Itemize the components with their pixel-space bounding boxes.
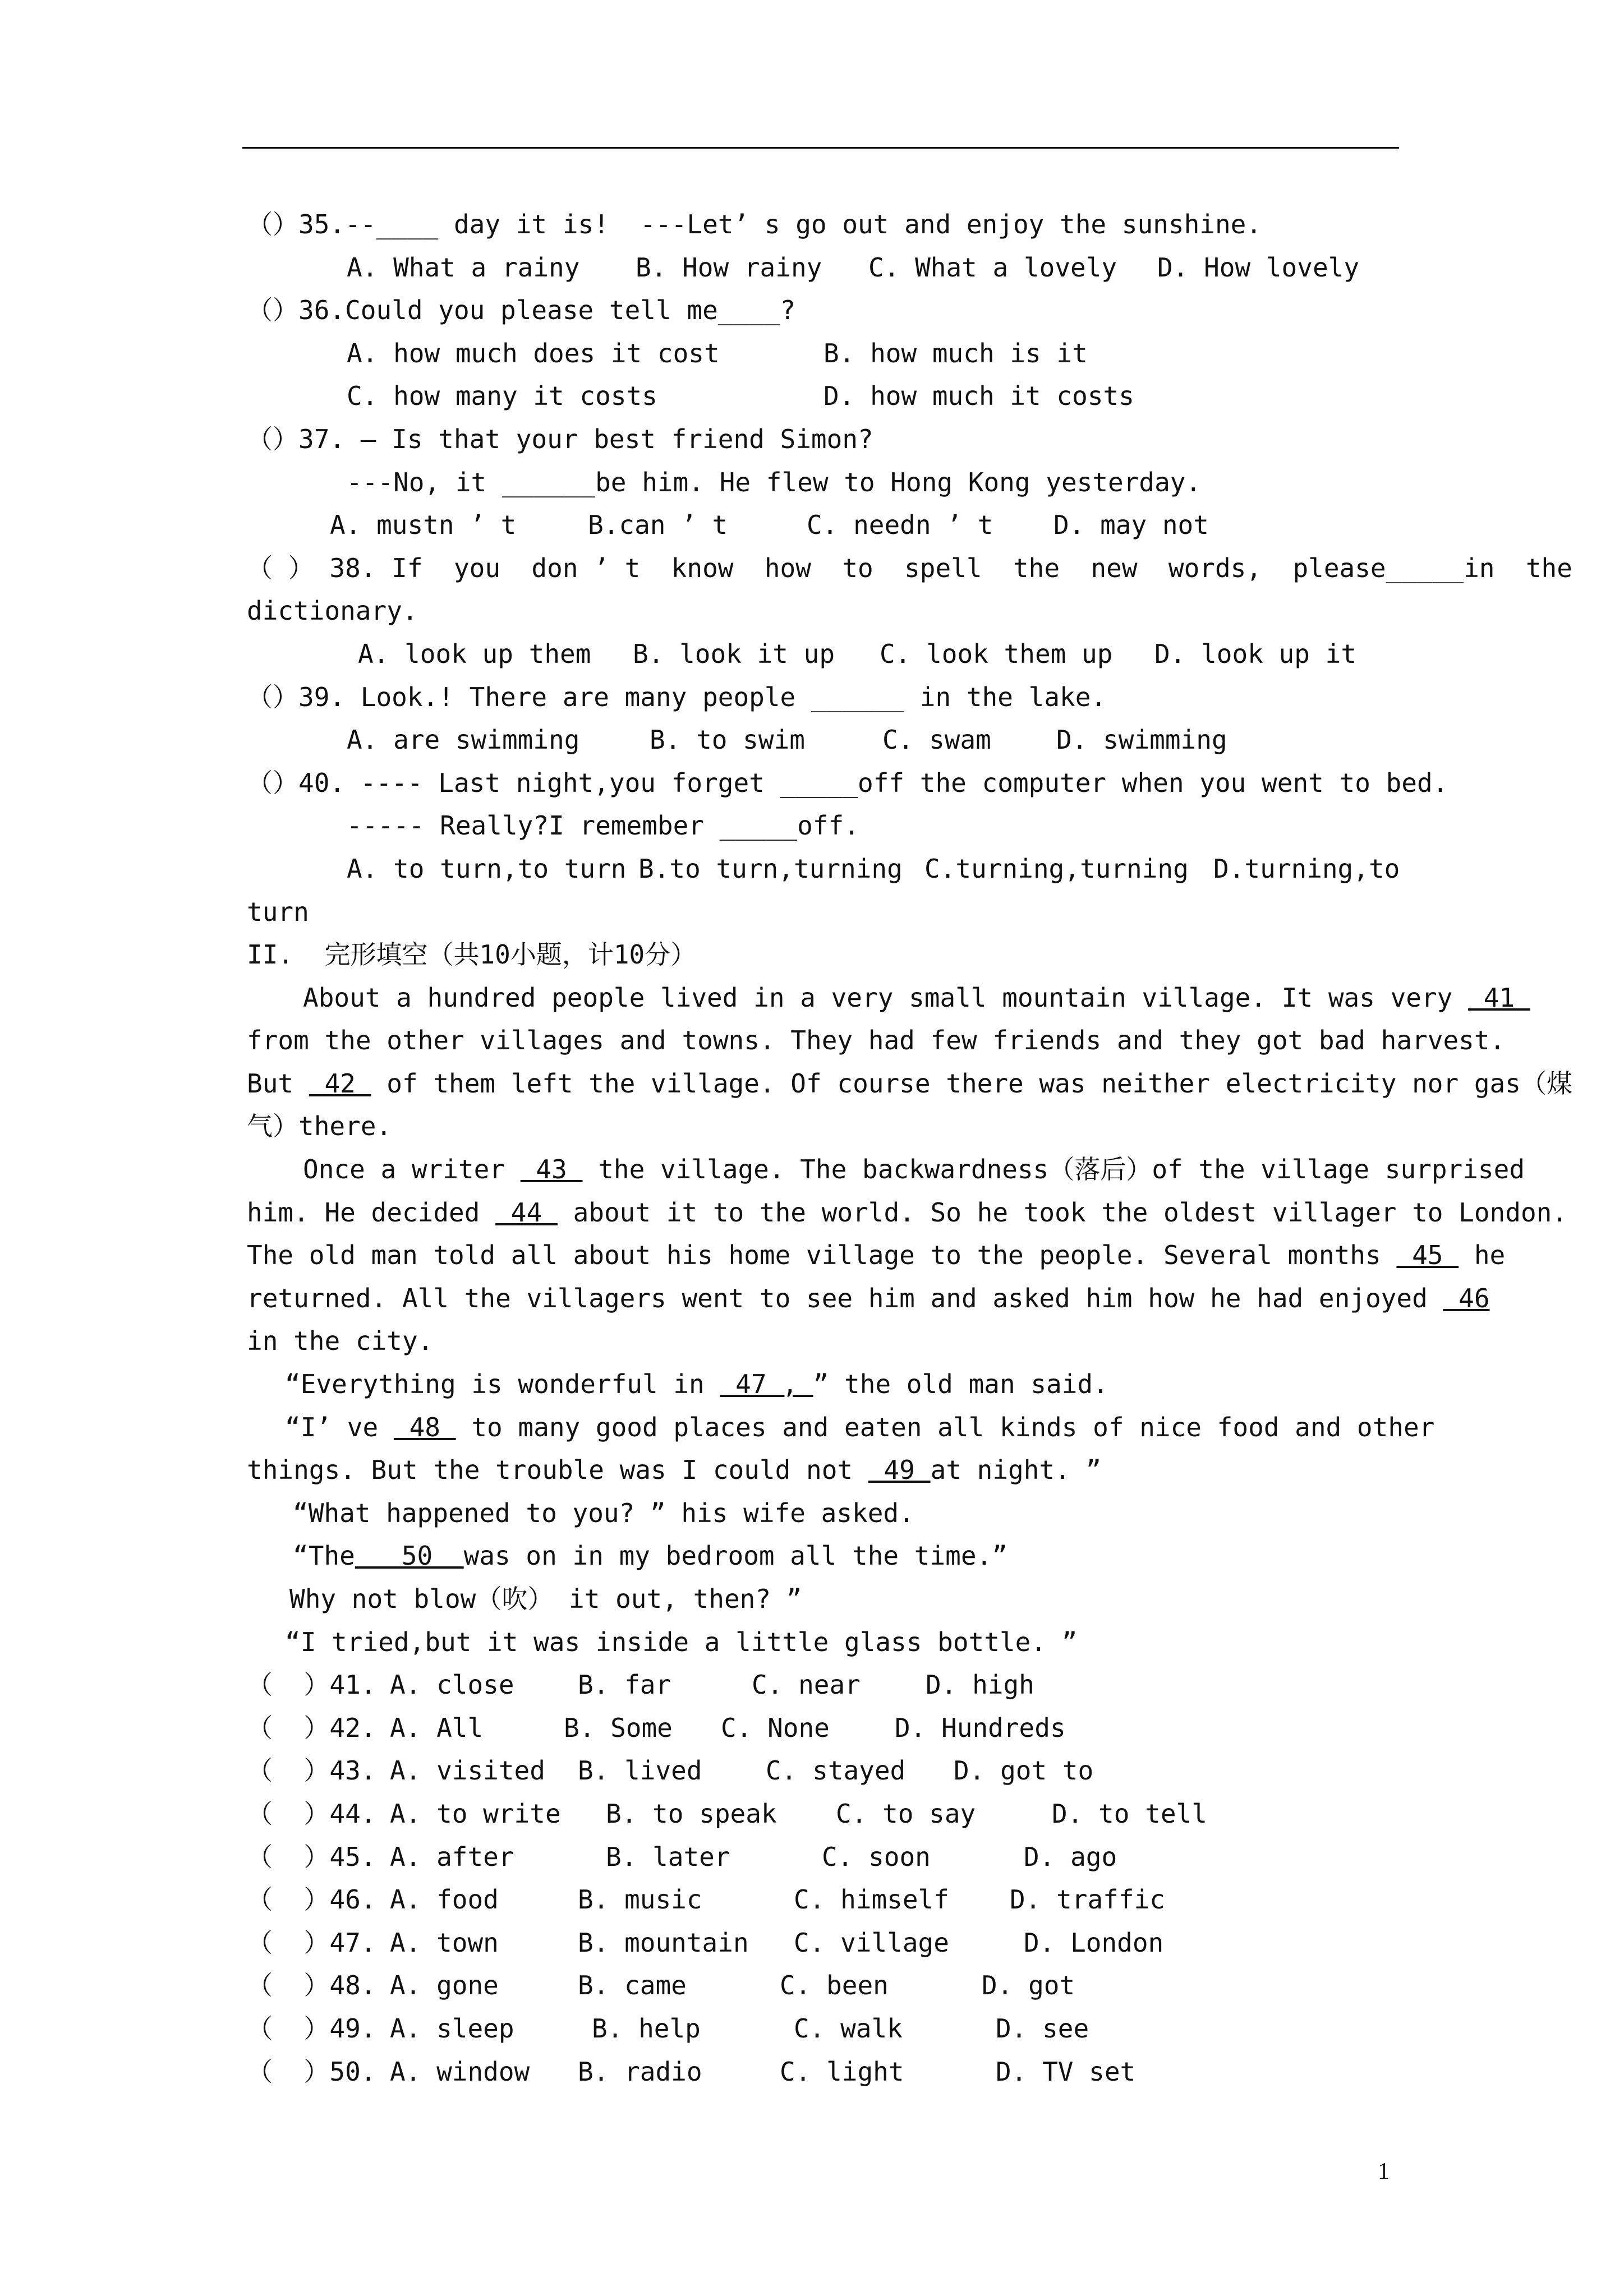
blank-43: 43: [520, 1154, 583, 1185]
cloze-option-row-45: [247, 1836, 1459, 1879]
option-a: A. window: [390, 2056, 530, 2087]
question-36-options-row2: [247, 375, 1459, 418]
option-a: A. mustn ’ t: [330, 510, 517, 541]
passage-line: [247, 1148, 1525, 1191]
blank-46: 46: [1443, 1283, 1490, 1313]
option-prefix: （ ）42.: [247, 1712, 376, 1743]
option-d: D. ago: [1024, 1841, 1117, 1872]
option-prefix: （ ）47.: [247, 1927, 376, 1958]
option-b: B. how much is it: [823, 338, 1088, 368]
option-c: C. swam: [882, 725, 991, 755]
passage-text: “What happened to you? ” his wife asked.: [293, 1497, 914, 1528]
question-38-stem-line2: [247, 589, 1459, 633]
passage-text: About a hundred people lived in a very small mountain village. It was very: [303, 982, 1469, 1013]
passage-text: “Everything is wonderful in: [285, 1369, 720, 1400]
option-a: A. sleep: [390, 2013, 514, 2044]
option-prefix: （ ）44.: [247, 1798, 376, 1829]
option-b: B. Some: [564, 1712, 673, 1743]
passage-text: at night. ”: [930, 1455, 1102, 1486]
question-prefix: （ ） 38.: [247, 552, 376, 583]
question-text: If you don ’ t know how to spell the new words, please_____in the: [376, 552, 1572, 583]
option-prefix: （ ）49.: [247, 2013, 376, 2044]
passage-line: [247, 1019, 1506, 1062]
passage-line: [247, 1578, 1459, 1621]
blank-49: 49: [868, 1455, 931, 1486]
question-35-options: [247, 246, 1459, 289]
option-prefix: （ ）43.: [247, 1755, 376, 1786]
option-c: C. What a lovely: [868, 252, 1117, 283]
question-40-options: [247, 847, 1459, 891]
option-d: D. see: [996, 2013, 1089, 2044]
question-prefix: （）40.: [247, 767, 346, 798]
option-d: D. London: [1024, 1927, 1164, 1958]
option-d: D.turning,to: [1213, 853, 1400, 884]
passage-text: The old man told all about his home village to the people. Several months: [247, 1240, 1397, 1271]
question-text: Look.! There are many people ______ in the lake.: [345, 681, 1107, 712]
option-a: A. are swimming: [347, 725, 580, 755]
section-2-title: [247, 933, 1459, 976]
question-prefix: （）35.: [247, 209, 346, 239]
cloze-option-row-47: [247, 1921, 1459, 1965]
page-number: 1: [1378, 2159, 1390, 2184]
cloze-option-row-46: [247, 1878, 1459, 1921]
passage-text: the village. The backwardness（落后）of the village surprised: [582, 1154, 1525, 1185]
passage-text: him. He decided: [247, 1197, 496, 1228]
option-d: D. TV set: [996, 2056, 1136, 2087]
option-c: C. been: [780, 1970, 889, 2001]
option-c: C. walk: [794, 2013, 903, 2044]
cloze-option-row-41: [247, 1663, 1459, 1707]
cloze-option-row-49: [247, 2007, 1459, 2050]
option-prefix: （ ）41.: [247, 1670, 376, 1700]
passage-line: [247, 1363, 1459, 1406]
passage-line: [247, 976, 1530, 1020]
passage-line: [247, 1492, 1459, 1535]
passage-text: “The: [293, 1541, 355, 1571]
question-37-options: [247, 504, 1459, 547]
passage-text: he: [1459, 1240, 1506, 1271]
question-37-stem-line2: [247, 461, 1459, 504]
option-d: D. swimming: [1056, 725, 1227, 755]
option-a: A. look up them: [358, 638, 591, 669]
option-b: B. look it up: [633, 638, 835, 669]
blank-42: 42: [309, 1068, 371, 1099]
option-b: B.to turn,turning: [638, 853, 903, 884]
cloze-option-row-48: [247, 1964, 1459, 2007]
passage-text: “I’ ve: [285, 1412, 394, 1442]
option-a: A. town: [390, 1927, 499, 1958]
question-39-stem: [247, 676, 1459, 719]
question-prefix: （）36.: [247, 295, 346, 326]
option-d: D. to tell: [1052, 1798, 1207, 1829]
question-37-stem: [247, 418, 1459, 461]
option-b: B. to speak: [606, 1798, 777, 1829]
option-a: A. to write: [390, 1798, 561, 1829]
passage-text: about it to the world. So he took the oldest villager to London.: [557, 1197, 1568, 1228]
passage-line: [247, 1234, 1506, 1277]
option-a: A. to turn,to turn: [347, 853, 627, 884]
option-b: B. mountain: [578, 1927, 749, 1958]
question-text: ---No, it ______be him. He flew to Hong Kong yesterday.: [347, 467, 1202, 497]
question-38-options: [247, 633, 1459, 676]
option-d-wrap: turn: [247, 896, 309, 927]
question-prefix: （）39.: [247, 681, 346, 712]
option-c: C. look them up: [880, 638, 1113, 669]
passage-text: ” the old man said.: [813, 1369, 1108, 1400]
option-d: D. how much it costs: [823, 381, 1134, 412]
option-d: D. look up it: [1154, 638, 1357, 669]
blank-45: 45: [1396, 1240, 1459, 1271]
passage-text: “I tried,but it was inside a little glass bottle. ”: [285, 1626, 1078, 1657]
passage-line: [247, 1621, 1459, 1664]
option-b: B. lived: [578, 1755, 702, 1786]
question-text: ---- Last night,you forget _____off the computer when you went to bed.: [345, 767, 1448, 798]
option-c: C. himself: [794, 1884, 949, 1915]
cloze-option-row-50: [247, 2050, 1459, 2094]
cloze-option-row-43: [247, 1749, 1459, 1792]
passage-line: [247, 1449, 1459, 1492]
header-rule: [242, 147, 1399, 149]
option-d: D. may not: [1053, 510, 1209, 541]
exam-content: [247, 203, 1572, 2093]
option-b: B. far: [578, 1670, 671, 1700]
question-40-stem-line2: [247, 804, 1459, 847]
passage-text: things. But the trouble was I could not: [247, 1455, 868, 1486]
option-b: B. music: [578, 1884, 702, 1915]
blank-47: 47 ,: [720, 1369, 813, 1400]
question-text: Could you please tell me____?: [345, 295, 796, 326]
cloze-option-row-42: [247, 1707, 1459, 1750]
option-d: D. got: [982, 1970, 1075, 2001]
option-a: A. food: [390, 1884, 499, 1915]
passage-line: [247, 1406, 1459, 1449]
option-c: C. near: [752, 1670, 861, 1700]
question-40-stem: [247, 762, 1459, 805]
option-prefix: （ ）48.: [247, 1970, 376, 2001]
option-b: B. later: [606, 1841, 730, 1872]
passage-line: [247, 1534, 1459, 1578]
question-text: --____ day it is! ---Let’ s go out and enjoy the sunshine.: [345, 209, 1262, 239]
option-c: C. None: [721, 1712, 830, 1743]
option-b: B. help: [592, 2013, 701, 2044]
question-40-options-wrap: [247, 891, 1459, 934]
option-c: C. light: [780, 2056, 904, 2087]
passage-text: of them left the village. Of course there was neither electricity nor gas（煤: [371, 1068, 1572, 1099]
question-36-stem: [247, 289, 1459, 332]
option-c: C. how many it costs: [347, 381, 657, 412]
section-title-text: II. 完形填空（共10小题，计10分）: [247, 939, 697, 970]
option-a: A. visited: [390, 1755, 545, 1786]
option-c: C. needn ’ t: [807, 510, 993, 541]
option-d: D. traffic: [1010, 1884, 1165, 1915]
option-a: A. after: [390, 1841, 514, 1872]
blank-50: 50: [355, 1541, 464, 1571]
option-c: C. soon: [822, 1841, 931, 1872]
passage-text: Once a writer: [303, 1154, 521, 1185]
question-39-options: [247, 718, 1459, 762]
passage-line: [247, 1320, 1459, 1363]
option-b: B. How rainy: [636, 252, 822, 283]
question-text: — Is that your best friend Simon?: [345, 423, 873, 454]
question-text: dictionary.: [247, 596, 418, 626]
option-prefix: （ ）46.: [247, 1884, 376, 1915]
passage-text: in the city.: [247, 1326, 434, 1357]
option-c: C. to say: [836, 1798, 976, 1829]
passage-text: was on in my bedroom all the time.”: [463, 1541, 1007, 1571]
question-35-stem: [247, 203, 1459, 246]
question-38-stem: [247, 547, 1572, 590]
blank-48: 48: [393, 1412, 456, 1442]
blank-44: 44: [495, 1197, 558, 1228]
passage-text: from the other villages and towns. They had few friends and they got bad harvest.: [247, 1025, 1506, 1056]
passage-text: 气）there.: [247, 1111, 392, 1142]
option-c: C.turning,turning: [924, 853, 1189, 884]
passage-text: But: [247, 1068, 309, 1099]
blank-41: 41: [1468, 982, 1530, 1013]
question-36-options-row1: [247, 332, 1459, 375]
passage-line: [247, 1191, 1568, 1234]
option-prefix: （ ）45.: [247, 1841, 376, 1872]
question-text: ----- Really?I remember _____off.: [347, 810, 859, 841]
passage-text: Why not blow（吹） it out, then? ”: [289, 1584, 802, 1614]
option-b: B. to swim: [650, 725, 805, 755]
option-a: A. gone: [390, 1970, 499, 2001]
option-b: B. radio: [578, 2056, 702, 2087]
passage-text: returned. All the villagers went to see him and asked him how he had enjoyed: [247, 1283, 1443, 1313]
option-a: A. how much does it cost: [347, 338, 720, 368]
passage-line: [247, 1277, 1490, 1320]
option-prefix: （ ）50.: [247, 2056, 376, 2087]
option-a: A. All: [390, 1712, 484, 1743]
option-c: C. village: [794, 1927, 949, 1958]
option-b: B.can ’ t: [588, 510, 728, 541]
option-d: D. How lovely: [1157, 252, 1360, 283]
option-a: A. close: [390, 1670, 514, 1700]
option-a: A. What a rainy: [347, 252, 580, 283]
option-d: D. high: [926, 1670, 1034, 1700]
cloze-option-row-44: [247, 1792, 1459, 1836]
passage-line: [247, 1062, 1572, 1105]
option-c: C. stayed: [766, 1755, 906, 1786]
passage-text: to many good places and eaten all kinds of nice food and other: [456, 1412, 1435, 1442]
question-prefix: （）37.: [247, 423, 346, 454]
option-b: B. came: [578, 1970, 687, 2001]
passage-line: [247, 1105, 1459, 1148]
option-d: D. got to: [954, 1755, 1094, 1786]
option-d: D. Hundreds: [895, 1712, 1066, 1743]
